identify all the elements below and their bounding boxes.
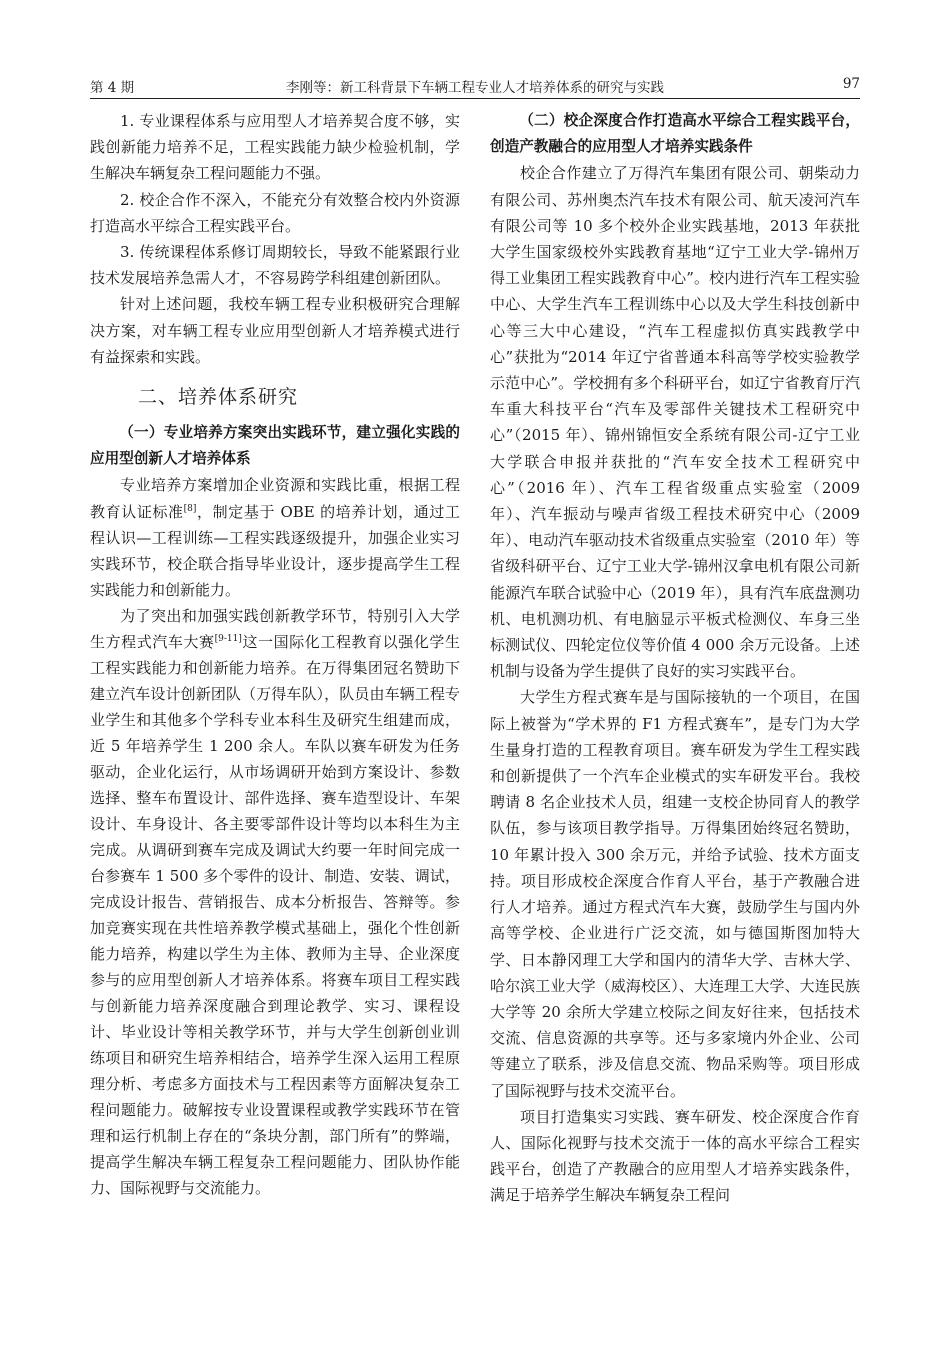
paragraph-solution-intro: 针对上述问题，我校车辆工程专业积极研究合理解决方案，对车辆工程专业应用型创新人才培养模式进行有益探索和实践。 [90,295,460,366]
subsection-heading-2: （二）校企深度合作打造高水平综合工程实践平台，创造产教融合的应用型人才培养实践条件 [490,112,860,156]
paragraph-problem-2: 2. 校企合作不深入，不能充分有效整合校内外资源打造高水平综合工程实践平台。 [90,190,460,235]
subsection-heading-1: （一）专业培养方案突出实践环节，建立强化实践的应用型创新人才培养体系 [90,424,460,468]
paragraph-platform-summary: 项目打造集实习实践、赛车研发、校企深度合作育人、国际化视野与技术交流于一体的高水平综合工程实践平台，创造了产教融合的应用型人才培养实践条件，满足于培养学生解决车辆复杂工程问 [490,1107,860,1205]
paragraph-formula-racing: 为了突出和加强实践创新教学环节，特别引入大学生方程式汽车大赛[9-11]这一国际化工程教育以强化学生工程实践能力和创新能力培养。在万得集团冠名赞助下建立汽车设计创新团队（万得车队），队员由车辆工程专业学生和其他多个学科专业本科生及研究生组建而成，近 5 年培养学生 1 200 余人。车队以赛车研发为任务驱动，企业化运行，从市场调研开始到方案设计、参数选择、整车布置设计、部件选择、赛车造型设计、车架设计、车身设计、各主要零部件设计等均以本科生为主完成。从调研到赛车完成及调试大约要一年时间完成一台参赛车 1 500 多个零件的设计、制造、安装、调试，完成设计报告、营销报告、成本分析报告、答辩等。参加竞赛实现在共性培养教学模式基础上，强化个性创新能力培养，构建以学生为主体、教师为主导、企业深度参与的应用型创新人才培养体系。将赛车项目工程实践与创新能力培养深度融合到理论教学、实习、课程设计、毕业设计等相关教学环节，并与大学生创新创业训练项目和研究生培养相结合，培养学生深入运用工程原理分析、考虑多方面技术与工程因素等方面解决复杂工程问题能力。破解按专业设置课程或教学实践环节在管理和运行机制上存在的“条块分割，部门所有”的弊端，提高学生解决车辆工程复杂工程问题能力、团队协作能力、国际视野与交流能力。 [90,607,460,1198]
paragraph-formula-student: 大学生方程式赛车是与国际接轨的一个项目，在国际上被誉为“学术界的 F1 方程式赛车”，是专门为大学生量身打造的工程教育项目。赛车研发为学生工程实践和创新提供了一个汽车企业模式的实车研发平台。我校聘请 8 名企业技术人员，组建一支校企协同育人的教学队伍，参与该项目教学指导。万得集团始终冠名赞助，10 年累计投入 300 余万元，并给予试验、技术方面支持。项目形成校企深度合作育人平台，基于产教融合进行人才培养。通过方程式汽车大赛，鼓励学生与国内外高等学校、企业进行广泛交流，如与德国斯图加特大学、日本静冈理工大学和国内的清华大学、吉林大学、哈尔滨工业大学（威海校区）、大连理工大学、大连民族大学等 20 余所大学建立校际之间友好往来，包括技术交流、信息资源的共享等。还与多家境内外企业、公司等建立了联系，涉及信息交流、物品采购等。项目形成了国际视野与技术交流平台。 [490,688,860,1100]
citation-ref: [8] [183,503,197,514]
issue-label: 第 4 期 [90,80,135,96]
section-heading: 二、培养体系研究 [138,386,299,409]
header-rule [90,98,860,99]
running-header [90,76,860,98]
running-title: 李刚等：新工科背景下车辆工程专业人才培养体系的研究与实践 [286,80,664,96]
left-column [90,108,460,1201]
paragraph-problem-1: 1. 专业课程体系与应用型人才培养契合度不够，实践创新能力培养不足，工程实践能力缺少检验机制，学生解决车辆复杂工程问题能力不强。 [90,112,460,183]
paragraph-training-plan: 专业培养方案增加企业资源和实践比重，根据工程教育认证标准[8]，制定基于 OBE 的培养计划，通过工程认识—工程训练—工程实践逐级提升，加强企业实习实践环节，校企联合指导毕业设计，逐步提高学生工程实践能力和创新能力。 [90,476,460,600]
paragraph-school-enterprise: 校企合作建立了万得汽车集团有限公司、朝柴动力有限公司、苏州奥杰汽车技术有限公司、航天凌河汽车有限公司等 10 多个校外企业实践基地，2013 年获批大学生国家级校外实践教育基地“辽宁工业大学-锦州万得工业集团工程实践教育中心”。校内进行汽车工程实验中心、大学生汽车工程训练中心以及大学生科技创新中心等三大中心建设，“汽车工程虚拟仿真实践教学中心”获批为“2014 年辽宁省普通本科高等学校实验教学示范中心”。学校拥有多个科研平台，如辽宁省教育厅汽车重大科技平台“汽车及零部件关键技术工程研究中心”（2015 年）、锦州锦恒安全系统有限公司-辽宁工业大学联合申报并获批的“汽车安全技术工程研究中心”（2016 年）、汽车工程省级重点实验室（2009 年）、汽车振动与噪声省级工程技术研究中心（2009 年）、电动汽车驱动技术省级重点实验室（2010 年）等省级科研平台、辽宁工业大学-锦州汉拿电机有限公司新能源汽车联合试验中心（2019 年），具有汽车底盘测功机、电机测功机、有电脑显示平板式检测仪、车身三坐标测试仪、四轮定位仪等价值 4 000 余万元设备。上述机制与设备为学生提供了良好的实习实践平台。 [490,164,860,681]
page-number: 97 [842,76,860,92]
right-column [490,108,860,1209]
paragraph-problem-3: 3. 传统课程体系修订周期较长，导致不能紧跟行业技术发展培养急需人才，不容易跨学科组建创新团队。 [90,243,460,288]
citation-ref: [9-11] [214,634,242,645]
